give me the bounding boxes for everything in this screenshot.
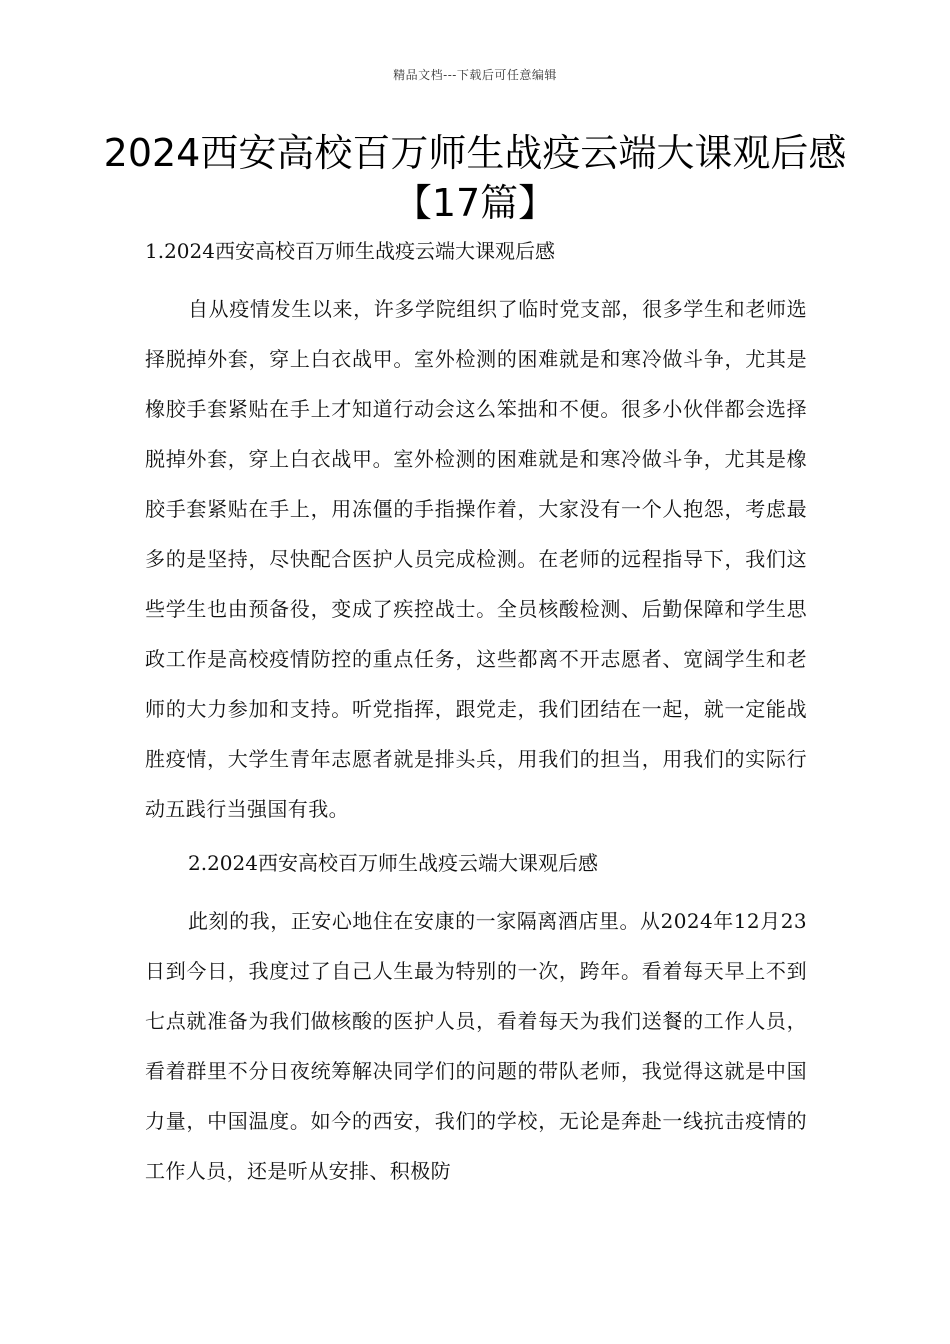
document-body: [145, 230, 807, 1196]
section-paragraph-2: 此刻的我，正安心地住在安康的一家隔离酒店里。从2024年12月23日到今日，我度过了自己人生最为特别的一次，跨年。看着每天早上不到七点就准备为我们做核酸的医护人员，看着每天为我们送餐的工作人员，看着群里不分日夜统筹解决同学们的问题的带队老师，我觉得这就是中国力量，中国温度。如今的西安，我们的学校，无论是奔赴一线抗击疫情的工作人员，还是听从安排、积极防: [145, 909, 807, 1183]
section-paragraph-1: 自从疫情发生以来，许多学院组织了临时党支部，很多学生和老师选择脱掉外套，穿上白衣战甲。室外检测的困难就是和寒冷做斗争，尤其是橡胶手套紧贴在手上才知道行动会这么笨拙和不便。很多小伙伴都会选择脱掉外套，穿上白衣战甲。室外检测的困难就是和寒冷做斗争，尤其是橡胶手套紧贴在手上，用冻僵的手指操作着，大家没有一个人抱怨，考虑最多的是坚持，尽快配合医护人员完成检测。在老师的远程指导下，我们这些学生也由预备役，变成了疾控战士。全员核酸检测、后勤保障和学生思政工作是高校疫情防控的重点任务，这些都离不开志愿者、宽阔学生和老师的大力参加和支持。听党指挥，跟党走，我们团结在一起，就一定能战胜疫情，大学生青年志愿者就是排头兵，用我们的担当，用我们的实际行动五践行当强国有我。: [145, 297, 807, 821]
section-heading-2: 2.2024西安高校百万师生战疫云端大课观后感: [188, 851, 598, 875]
page-header-note: 精品文档---下载后可任意编辑: [393, 68, 557, 82]
section-heading-1: 1.2024西安高校百万师生战疫云端大课观后感: [145, 239, 555, 263]
document-title: 2024西安高校百万师生战疫云端大课观后感【17篇】: [103, 131, 847, 225]
